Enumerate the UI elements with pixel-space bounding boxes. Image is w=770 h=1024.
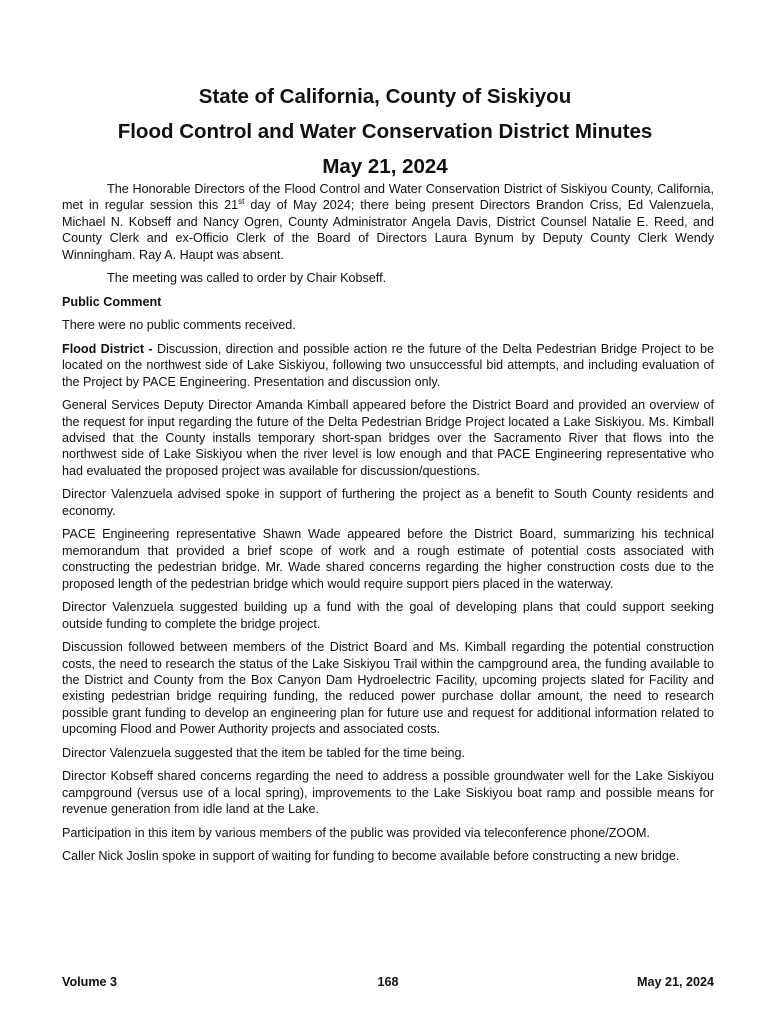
footer-volume: Volume 3 xyxy=(62,975,118,989)
paragraph-kimball-overview: General Services Deputy Director Amanda Kimball appeared before the District Board and provided an overview of the request for input regarding the future of the Delta Pedestrian Bridge Project located a Lake Siskiyou. Ms. Kimball advised that the County installs temporary short-span bridges over the Sacramento River that flows into the northwest side of Lake Siskiyou when the river level is low enough and that PACE Engineering representative who had evaluated the proposed project was available for discussion/questions. xyxy=(62,398,714,478)
paragraph-public-participation: Participation in this item by various members of the public was provided via teleconference phone/ZOOM. xyxy=(62,825,650,840)
title-district-minutes: Flood Control and Water Conservation District Minutes xyxy=(117,120,653,143)
footer-page-number: 168 xyxy=(377,975,399,989)
ordinal-suffix: st xyxy=(238,197,245,207)
paragraph-discussion: Discussion followed between members of the District Board and Ms. Kimball regarding the potential construction costs, the need to research the status of the Lake Siskiyou Trail within the campground area, the funding available to the District and County from the Box Canyon Dam Hydroelectric Facility, upcoming projects slated for Facility and existing pedestrian bridge requiring funding, the reduced power purchase dollar amount, the need to research possible grant funding to develop an engineering plan for future use and request for additional information related to upcoming Flood and Power Authority projects and associated costs. xyxy=(62,640,714,737)
footer-date: May 21, 2024 xyxy=(636,975,714,989)
title-state-county: State of California, County of Siskiyou xyxy=(198,85,572,108)
public-comment-text: There were no public comments received. xyxy=(62,318,296,333)
paragraph-valenzuela-support: Director Valenzuela advised spoke in support of furthering the project as a benefit to South County residents and economy. xyxy=(62,487,714,518)
paragraph-pace-wade: PACE Engineering representative Shawn Wade appeared before the District Board, summarizing his technical memorandum that provided a brief scope of work and a rough estimate of potential costs associated with constructing the pedestrian bridge. Mr. Wade shared concerns regarding the higher construction costs due to the proposed length of the pedestrian bridge which would require support piers placed in the waterway. xyxy=(62,527,714,591)
paragraph-valenzuela-fund: Director Valenzuela suggested building up a fund with the goal of developing plans that could support seeking outside funding to complete the bridge project. xyxy=(62,600,714,631)
flood-district-item: Flood District - Discussion, direction and possible action re the future of the Delta Pedestrian Bridge Project to be located on the northwest side of Lake Siskiyou, following two unsuccessful bid attempts, and including evaluation of the Project by PACE Engineering. Presentation and discussion only. xyxy=(62,341,715,389)
paragraph-caller-joslin: Caller Nick Joslin spoke in support of waiting for funding to become available before constructing a new bridge. xyxy=(62,849,680,864)
title-meeting-date: May 21, 2024 xyxy=(322,155,448,178)
document-title xyxy=(0,79,770,184)
flood-district-label: Flood District - xyxy=(62,341,153,356)
paragraph-kobseff-concerns: Director Kobseff shared concerns regarding the need to address a possible groundwater well for the Lake Siskiyou campground (versus use of a local spring), improvements to the Lake Siskiyou boat ramp and possible means for revenue generation from idle land at the Lake. xyxy=(62,769,714,817)
public-comment-heading: Public Comment xyxy=(62,294,162,309)
paragraph-tabled: Director Valenzuela suggested that the item be tabled for the time being. xyxy=(62,745,466,760)
call-to-order: The meeting was called to order by Chair Kobseff. xyxy=(107,271,387,286)
minutes-body xyxy=(62,181,714,872)
intro-paragraph: The Honorable Directors of the Flood Control and Water Conservation District of Siskiyou County, California, met in regular session this 21st day of May 2024; there being present Directors Brandon Criss, Ed Valenzuela, Michael N. Kobseff and Nancy Ogren, County Administrator Angela Davis, District Counsel Natalie E. Reed, and County Clerk and ex-Officio Clerk of the Board of Directors Laura Bynum by Deputy County Clerk Wendy Winningham. Ray A. Haupt was absent. xyxy=(62,182,714,262)
